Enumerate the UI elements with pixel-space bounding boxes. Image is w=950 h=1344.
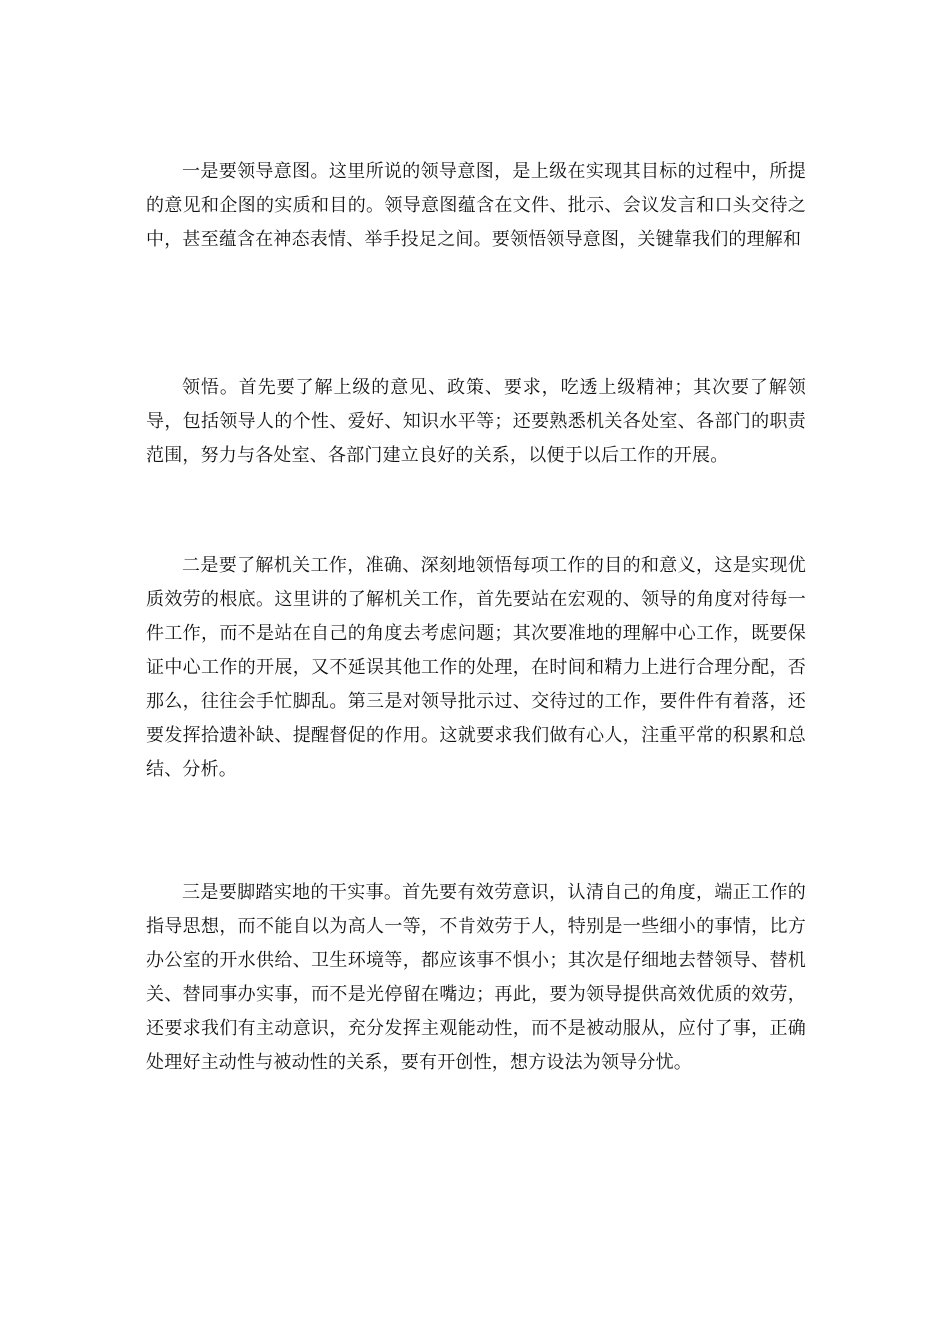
- paragraph-1: 一是要领导意图。这里所说的领导意图，是上级在实现其目标的过程中，所提的意见和企图的实质和目的。领导意图蕴含在文件、批示、会议发言和口头交待之中，甚至蕴含在神态表情、举手投足之间。要领悟领导意图，关键靠我们的理解和: [146, 161, 806, 250]
- paragraph-3: 二是要了解机关工作，准确、深刻地领悟每项工作的目的和意义，这是实现优质效劳的根底。这里讲的了解机关工作，首先要站在宏观的、领导的角度对待每一件工作，而不是站在自己的角度去考虑问题；其次要准地的理解中心工作，既要保证中心工作的开展，又不延误其他工作的处理，在时间和精力上进行合理分配，否那么，往往会手忙脚乱。第三是对领导批示过、交待过的工作，要件件有着落，还要发挥拾遗补缺、提醒督促的作用。这就要求我们做有心人，注重平常的积累和总结、分析。: [146, 555, 806, 780]
- paragraph-4: 三是要脚踏实地的干实事。首先要有效劳意识，认清自己的角度，端正工作的指导思想，而不能自以为高人一等，不肯效劳于人，特别是一些细小的事情，比方办公室的开水供给、卫生环境等，都应该事不惧小；其次是仔细地去替领导、替机关、替同事办实事，而不是光停留在嘴边；再此，要为领导提供高效优质的效劳，还要求我们有主动意识，充分发挥主观能动性，而不是被动服从，应付了事，正确处理好主动性与被动性的关系，要有开创性，想方设法为领导分忧。: [146, 882, 806, 1073]
- paragraph-2: 领悟。首先要了解上级的意见、政策、要求，吃透上级精神；其次要了解领导，包括领导人的个性、爱好、知识水平等；还要熟悉机关各处室、各部门的职责范围，努力与各处室、各部门建立良好的关系，以便于以后工作的开展。: [146, 377, 806, 466]
